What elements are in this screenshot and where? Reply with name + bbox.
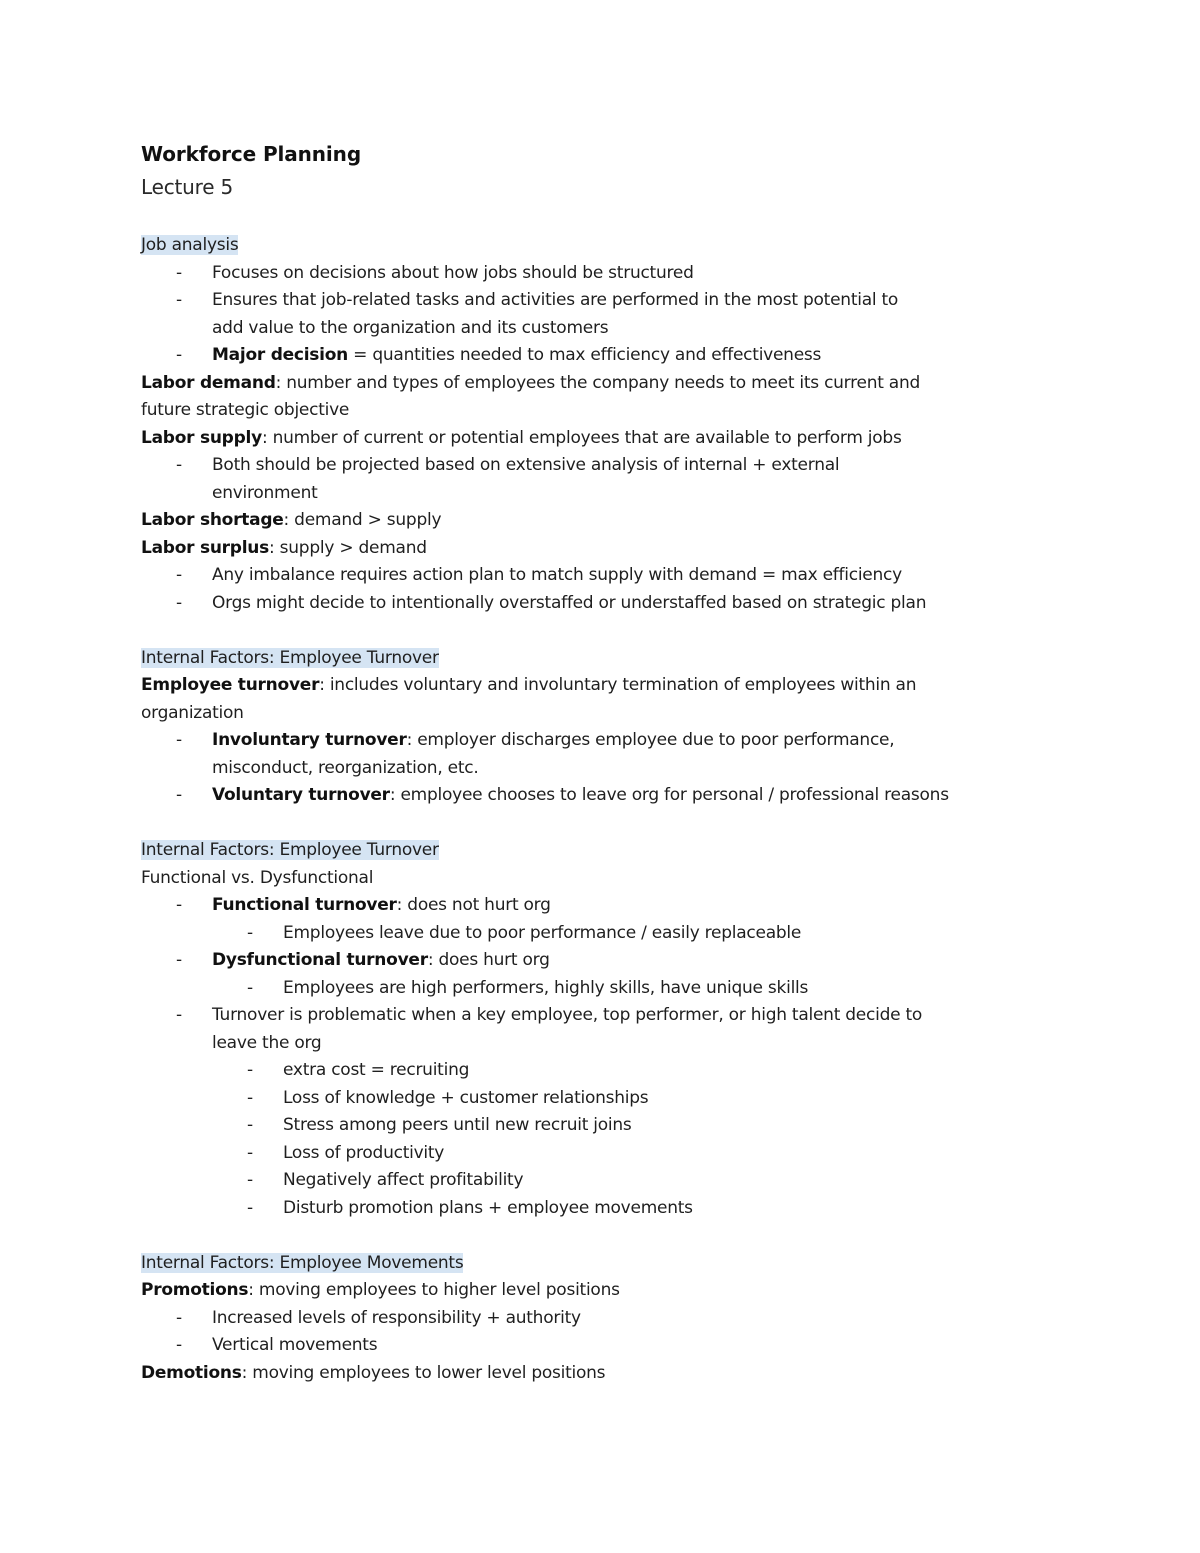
bold-term: Functional turnover bbox=[212, 895, 397, 915]
sub-bullet-item bbox=[141, 1085, 1081, 1113]
bullet-dash: - bbox=[247, 1142, 253, 1163]
bullet-item bbox=[141, 1002, 1081, 1030]
sub-bullet-item bbox=[141, 975, 1081, 1003]
sub-bullet-item bbox=[141, 1167, 1081, 1195]
bullet-text: = quantities needed to max efficiency and effectiveness bbox=[348, 345, 822, 365]
bold-term: Voluntary turnover bbox=[212, 785, 390, 805]
bullet-dash: - bbox=[176, 950, 182, 970]
bullet-text: leave the org bbox=[212, 1032, 322, 1053]
bold-term: Labor surplus bbox=[141, 537, 270, 558]
definition-labor-shortage bbox=[141, 507, 1081, 535]
definition-demotions bbox=[141, 1360, 1081, 1388]
bullet-dash: - bbox=[176, 262, 182, 283]
bullet-dash: - bbox=[247, 1087, 253, 1108]
bullet-dash: - bbox=[176, 1335, 182, 1355]
definition-text: : supply > demand bbox=[269, 537, 427, 558]
sub-bullet-item bbox=[141, 920, 1081, 948]
bullet-text: Stress among peers until new recruit joins bbox=[283, 1115, 632, 1135]
bullet-text: Vertical movements bbox=[212, 1335, 378, 1355]
definition-text: : number of current or potential employees that are available to perform jobs bbox=[261, 427, 902, 448]
bullet-dash: - bbox=[176, 785, 182, 805]
bullet-item bbox=[141, 287, 1081, 315]
bullet-item bbox=[141, 947, 1081, 975]
paragraph-gap bbox=[141, 810, 1081, 838]
bullet-text: Loss of productivity bbox=[283, 1142, 445, 1163]
definition-labor-demand bbox=[141, 370, 1081, 398]
bullet-text: Employees leave due to poor performance / easily replaceable bbox=[283, 922, 802, 943]
bullet-dash: - bbox=[176, 565, 182, 585]
bold-term: Major decision bbox=[212, 345, 349, 365]
bullet-item bbox=[141, 342, 1081, 370]
bullet-text: Any imbalance requires action plan to match supply with demand = max efficiency bbox=[212, 565, 902, 585]
bullet-item bbox=[141, 892, 1081, 920]
subheading-functional-vs-dysfunctional: Functional vs. Dysfunctional bbox=[141, 867, 374, 888]
bullet-text: Focuses on decisions about how jobs should be structured bbox=[212, 262, 694, 283]
bold-term: Labor shortage bbox=[141, 510, 284, 530]
sub-bullet-item bbox=[141, 1112, 1081, 1140]
bullet-dash: - bbox=[176, 1005, 182, 1025]
sub-bullet-item bbox=[141, 1195, 1081, 1223]
definition-labor-supply bbox=[141, 425, 1081, 453]
bullet-dash: - bbox=[247, 922, 253, 943]
definition-text: : demand > supply bbox=[283, 510, 442, 530]
highlighted-heading: Internal Factors: Employee Turnover bbox=[141, 647, 439, 668]
bullet-dash: - bbox=[247, 1060, 253, 1080]
bullet-text: : employee chooses to leave org for personal / professional reasons bbox=[389, 785, 949, 805]
bullet-item bbox=[141, 260, 1081, 288]
document-subtitle: Lecture 5 bbox=[141, 175, 233, 199]
bullet-text: Turnover is problematic when a key employee, top performer, or high talent decide to bbox=[212, 1005, 923, 1025]
bullet-text: Negatively affect profitability bbox=[283, 1170, 524, 1190]
definition-text: : moving employees to lower level positions bbox=[241, 1362, 606, 1383]
definition-text: : moving employees to higher level positions bbox=[248, 1280, 620, 1300]
highlighted-heading: Internal Factors: Employee Movements bbox=[141, 1252, 464, 1273]
bold-term: Labor supply bbox=[141, 427, 262, 448]
bullet-item bbox=[141, 1332, 1081, 1360]
bullet-dash: - bbox=[247, 1115, 253, 1135]
bullet-text: : does hurt org bbox=[427, 950, 550, 970]
bullet-text: : does not hurt org bbox=[396, 895, 551, 915]
bullet-item bbox=[141, 782, 1081, 810]
definition-labor-surplus bbox=[141, 535, 1081, 563]
bullet-text: : employer discharges employee due to poor performance, bbox=[406, 730, 895, 750]
definition-text: : number and types of employees the company needs to meet its current and bbox=[275, 372, 921, 393]
highlighted-heading: Job analysis bbox=[141, 235, 239, 255]
definition-text: future strategic objective bbox=[141, 400, 350, 420]
bullet-dash: - bbox=[176, 730, 182, 750]
definition-continuation bbox=[141, 700, 1081, 728]
bullet-dash: - bbox=[247, 1170, 253, 1190]
bullet-text: Employees are high performers, highly skills, have unique skills bbox=[283, 977, 809, 998]
definition-employee-turnover bbox=[141, 672, 1081, 700]
bullet-dash: - bbox=[176, 895, 182, 915]
bullet-text: Loss of knowledge + customer relationships bbox=[283, 1087, 649, 1108]
section-heading-job-analysis bbox=[141, 232, 1081, 260]
highlighted-heading: Internal Factors: Employee Turnover bbox=[141, 840, 439, 860]
paragraph-gap bbox=[141, 617, 1081, 645]
bold-term: Promotions bbox=[141, 1280, 249, 1300]
bullet-continuation bbox=[141, 315, 1081, 343]
bullet-dash: - bbox=[176, 455, 182, 475]
bold-term: Involuntary turnover bbox=[212, 730, 407, 750]
sub-bullet-item bbox=[141, 1140, 1081, 1168]
sub-bullet-item bbox=[141, 1057, 1081, 1085]
section-heading-employee-turnover bbox=[141, 645, 1081, 673]
bullet-dash: - bbox=[176, 290, 182, 310]
document-page bbox=[141, 136, 1081, 1387]
definition-promotions bbox=[141, 1277, 1081, 1305]
bullet-dash: - bbox=[176, 345, 182, 365]
bullet-dash: - bbox=[247, 1197, 253, 1218]
bullet-item bbox=[141, 727, 1081, 755]
bullet-continuation bbox=[141, 1030, 1081, 1058]
section-heading-employee-turnover-2 bbox=[141, 837, 1081, 865]
bullet-text: extra cost = recruiting bbox=[283, 1060, 470, 1080]
definition-continuation bbox=[141, 397, 1081, 425]
bullet-text: Disturb promotion plans + employee movements bbox=[283, 1197, 693, 1218]
bullet-item bbox=[141, 1305, 1081, 1333]
bullet-dash: - bbox=[176, 1307, 182, 1328]
bold-term: Employee turnover bbox=[141, 675, 320, 695]
bullet-text: Ensures that job-related tasks and activities are performed in the most potential to bbox=[212, 290, 899, 310]
bullet-item bbox=[141, 590, 1081, 618]
bullet-dash: - bbox=[247, 977, 253, 998]
bullet-text: Increased levels of responsibility + authority bbox=[212, 1307, 581, 1328]
bold-term: Demotions bbox=[141, 1362, 242, 1383]
document-title: Workforce Planning bbox=[141, 142, 362, 166]
bullet-text: add value to the organization and its customers bbox=[212, 317, 609, 338]
bullet-item bbox=[141, 562, 1081, 590]
paragraph-gap bbox=[141, 1222, 1081, 1250]
section-heading-employee-movements bbox=[141, 1250, 1081, 1278]
bullet-dash: - bbox=[176, 592, 182, 613]
bullet-text: Orgs might decide to intentionally overstaffed or understaffed based on strategic plan bbox=[212, 592, 927, 613]
bullet-item bbox=[141, 452, 1081, 480]
bold-term: Dysfunctional turnover bbox=[212, 950, 428, 970]
bullet-text: Both should be projected based on extensive analysis of internal + external bbox=[212, 455, 840, 475]
bullet-text: misconduct, reorganization, etc. bbox=[212, 757, 479, 778]
bullet-text: environment bbox=[212, 482, 318, 503]
bullet-continuation bbox=[141, 755, 1081, 783]
bullet-continuation bbox=[141, 480, 1081, 508]
definition-text: : includes voluntary and involuntary termination of employees within an bbox=[319, 675, 917, 695]
bold-term: Labor demand bbox=[141, 372, 276, 393]
definition-text: organization bbox=[141, 702, 244, 723]
